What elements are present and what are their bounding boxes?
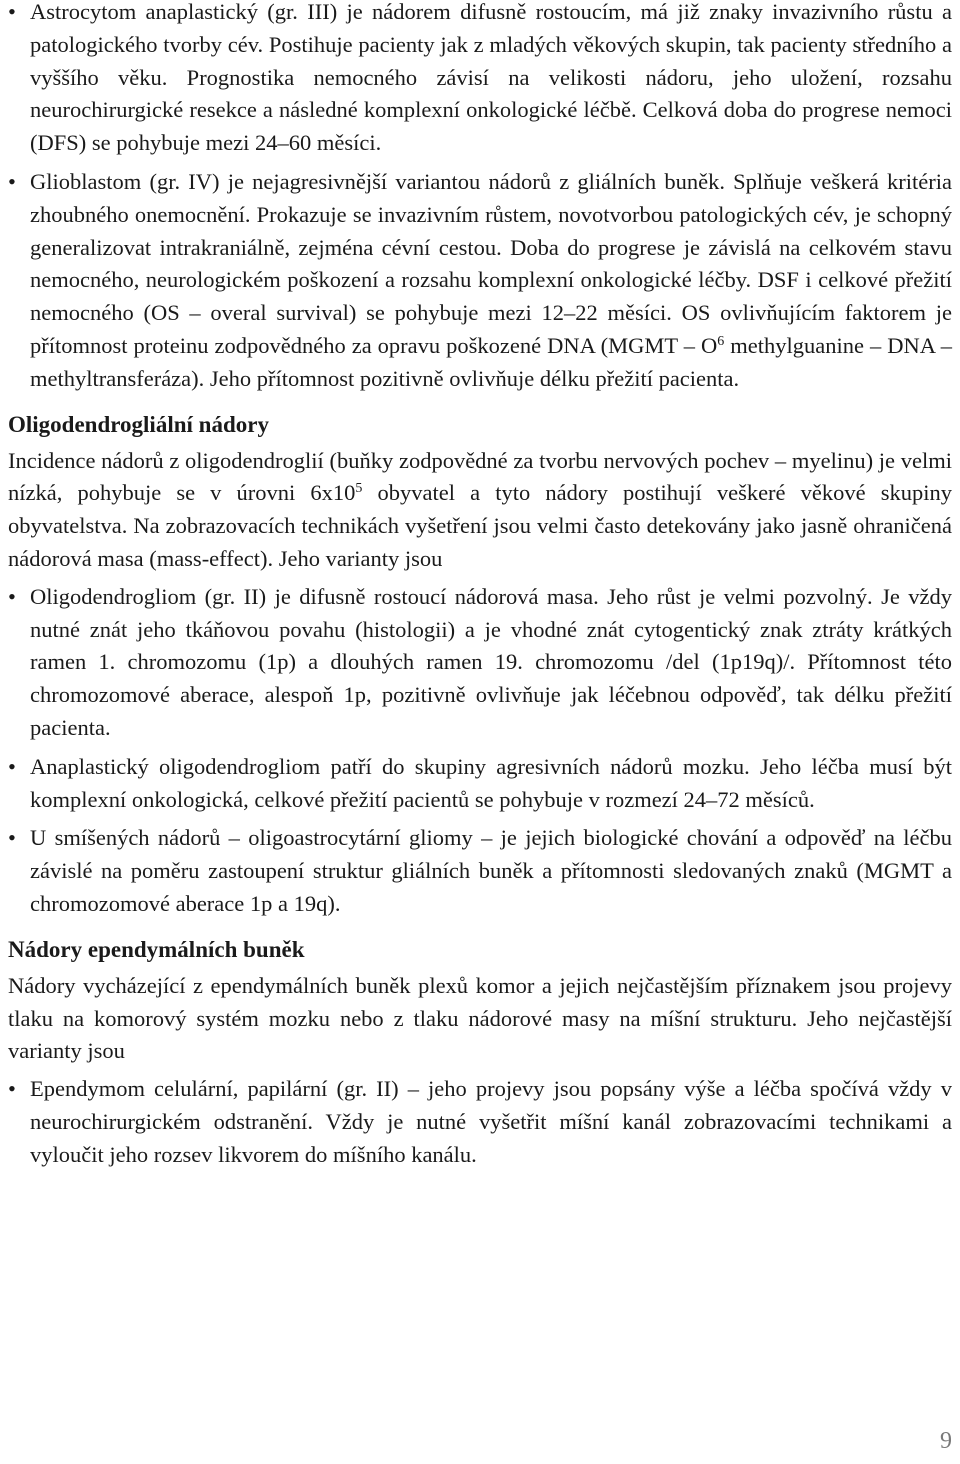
list-item-text-after-superscript: methylguanine – DNA – methyltransferáza). Jeho přítomnost pozitivně ovlivňuje délku přežití pacienta. [30, 332, 952, 391]
page-number: 9 [940, 1428, 952, 1454]
superscript: 5 [355, 481, 363, 497]
bullet-icon: • [8, 753, 16, 779]
section-intro-ependymal: Nádory vycházející z ependymálních buněk plexů komor a jejich nejčastějším příznakem jsou projevy tlaku na komorový systém mozku nebo z tlaku nádorové masy na míšní strukturu. Jeho nejčastější varianty jsou [8, 972, 952, 1064]
list-item-text: Astrocytom anaplastický (gr. III) je nádorem difusně rostoucím, má již znaky invazivního růstu a patologického tvorby cév. Postihuje pacienty jak z mladých věkových skupin, tak pacienty středního a vyššího věku. Prognostika nemocného závisí na velikosti nádoru, jeho uložení, rozsahu neurochirurgické resekce a následné komplexní onkologické léčbě. Celková doba do progrese nemoci (DFS) se pohybuje mezi 24–60 měsíci. [30, 0, 952, 156]
bullet-icon: • [8, 825, 16, 851]
list-item [8, 166, 952, 396]
astrocytoma-list [8, 0, 952, 396]
intro-text-before-superscript: Incidence nádorů z oligodendroglií (buňky zodpovědné za tvorbu nervových pochev – myelinu) je velmi nízká, pohybuje se v úrovni 6x10 [8, 447, 952, 506]
ependymal-variants-list [8, 1073, 952, 1171]
section-heading-oligodendroglial: Oligodendrogliální nádory [8, 411, 269, 437]
list-item [8, 1073, 952, 1171]
list-item-text: Ependymom celulární, papilární (gr. II) – jeho projevy jsou popsány výše a léčba spočívá vždy v neurochirurgickém odstranění. Vždy je nutné vyšetřit míšní kanál zobrazovacími technikami a vyloučit jeho rozsev likvorem do míšního kanálu. [30, 1076, 952, 1167]
list-item-text: U smíšených nádorů – oligoastrocytární gliomy – je jejich biologické chování a odpověď na léčbu závislé na poměru zastoupení struktur gliálních buněk a přítomnosti sledovaných znaků (MGMT a chromozomové aberace 1p a 19q). [30, 825, 952, 916]
list-item [8, 751, 952, 817]
list-item-text: Oligodendrogliom (gr. II) je difusně rostoucí nádorová masa. Jeho růst je velmi pozvolný. Je vždy nutné znát jeho tkáňovou povahu (histologii) a je vhodné znát cytogentický znak ztráty krátkých ramen 1. chromozomu (1p) a dlouhých ramen 19. chromozomu /del (1p19q)/. Přítomnost této chromozomové aberace, alespoň 1p, pozitivně ovlivňuje jak léčebnou odpověď, tak délku přežití pacienta. [30, 583, 952, 740]
list-item-text-before-superscript: Glioblastom (gr. IV) je nejagresivnější variantou nádorů z gliálních buněk. Splňuje veškerá kritéria zhoubného onemocnění. Prokazuje se invazivním růstem, novotvorbou patologických cév, je schopný generalizovat intrakraniálně, zejména cévní cestou. Doba do progrese je závislá na celkovém stavu nemocného, neurologickém poškození a rozsahu komplexní onkologické léčby. DSF i celkové přežití nemocného (OS – overal survival) se pohybuje mezi 12–22 měsíci. OS ovlivňujícím faktorem je přítomnost proteinu zodpovědného za opravu poškozené DNA (MGMT – O [30, 168, 952, 358]
oligodendroglial-variants-list [8, 581, 952, 921]
bullet-icon: • [8, 1076, 16, 1102]
section-heading-ependymal: Nádory ependymálních buněk [8, 936, 305, 962]
bullet-icon: • [8, 168, 16, 194]
section-intro-oligodendroglial [8, 445, 952, 576]
bullet-icon: • [8, 583, 16, 609]
list-item-text: Anaplastický oligodendrogliom patří do skupiny agresivních nádorů mozku. Jeho léčba musí být komplexní onkologická, celkové přežití pacientů se pohybuje v rozmezí 24–72 měsíců. [30, 753, 952, 812]
list-item [8, 822, 952, 920]
list-item [8, 0, 952, 160]
intro-text-after-superscript: obyvatel a tyto nádory postihují veškeré věkové skupiny obyvatelstva. Na zobrazovacích technikách vyšetření jsou velmi často detekovány jako jasně ohraničená nádorová masa (mass-effect). Jeho varianty jsou [8, 480, 952, 571]
bullet-icon: • [8, 0, 16, 24]
superscript: 6 [717, 333, 725, 349]
list-item [8, 581, 952, 745]
